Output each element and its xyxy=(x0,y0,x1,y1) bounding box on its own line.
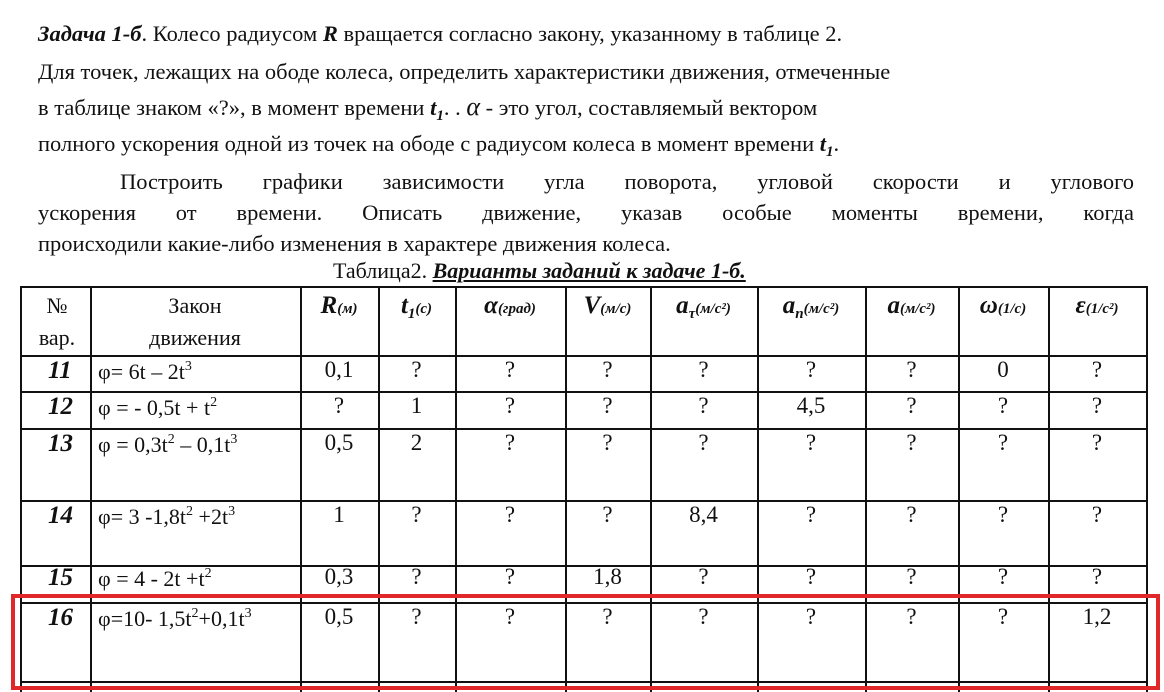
header-col-9 xyxy=(958,292,1048,320)
table-cell: ? xyxy=(997,566,1009,589)
table-cell: ? xyxy=(805,357,817,382)
table-cell: ? xyxy=(997,604,1009,629)
table-cell: ? xyxy=(333,393,345,418)
table-cell: ? xyxy=(906,393,917,418)
caption-title: Варианты заданий к задаче 1-б. xyxy=(432,258,746,283)
header-subscript: 1 xyxy=(407,306,416,322)
table-cell: ? xyxy=(504,357,516,382)
header-subscript: n xyxy=(795,306,804,322)
task-title-dot: . xyxy=(141,21,148,46)
table-cell: ? xyxy=(997,502,1009,527)
table-cell: ? xyxy=(1091,566,1103,589)
motion-law xyxy=(98,393,294,423)
formula-text: φ = 4 - 2t +t xyxy=(98,566,205,591)
task-title: Задача 1-б xyxy=(38,21,142,46)
table-cell: ? xyxy=(504,393,516,418)
table-cell: 0,5 xyxy=(324,604,354,629)
task-text-4b: . xyxy=(833,131,840,156)
formula-exponent: 3 xyxy=(230,432,238,447)
header-unit: (1/с) xyxy=(997,301,1027,317)
table-cell: ? xyxy=(906,357,917,382)
table-cell: ? xyxy=(602,393,613,418)
header-unit: (м/с²) xyxy=(695,301,731,317)
table-cell: 0,5 xyxy=(324,430,354,455)
task-text-4a: полного ускорения одной из точек на ободе с радиусом колеса в момент времени xyxy=(38,131,820,156)
table-cell: ? xyxy=(411,566,422,589)
formula-text: +0,1t xyxy=(198,606,245,631)
table-column-border xyxy=(1048,286,1050,692)
table-cell: ? xyxy=(602,357,613,382)
table-column-border xyxy=(20,286,22,692)
motion-law xyxy=(98,430,294,460)
table-column-border xyxy=(300,286,302,692)
table-column-border xyxy=(455,286,457,692)
header-symbol: a xyxy=(676,292,689,319)
formula-exponent: 3 xyxy=(244,606,252,621)
task-para2-line1: Построить графики зависимости угла поворота, угловой скорости и углового xyxy=(120,169,1134,194)
table-cell: ? xyxy=(504,604,516,629)
table-cell: 4,5 xyxy=(796,393,826,418)
header-symbol: a xyxy=(782,292,796,319)
table-cell: ? xyxy=(698,357,709,382)
table-column-border xyxy=(757,286,759,692)
header-col-10 xyxy=(1048,292,1146,320)
variant-number: 13 xyxy=(48,430,73,457)
variant-number: 14 xyxy=(48,502,73,529)
task-line-4 xyxy=(38,130,839,158)
table-cell: 0 xyxy=(997,357,1009,382)
formula-exponent: 2 xyxy=(204,566,212,581)
formula-text: φ = - 0,5t + t xyxy=(98,395,211,420)
task-para2-line2: ускорения от времени. Описать движение, указав особые моменты времени, когда xyxy=(38,200,1134,225)
header-col-6 xyxy=(650,292,757,320)
motion-law xyxy=(98,604,294,634)
task-text-3b: . . xyxy=(443,95,467,120)
header-number-line1: № xyxy=(46,293,68,318)
table-cell: ? xyxy=(411,502,422,527)
table-cell: ? xyxy=(805,566,817,589)
task-para2-line3: происходили какие-либо изменения в характере движения колеса. xyxy=(38,231,671,256)
header-symbol: R xyxy=(320,292,338,319)
task-text-3c: - это угол, составляемый вектором xyxy=(480,95,818,120)
motion-law xyxy=(98,566,294,594)
header-col-5 xyxy=(565,292,650,320)
table-cell: 8,4 xyxy=(689,502,718,527)
header-law-line1: Закон xyxy=(168,293,222,318)
table-cell: 1,2 xyxy=(1082,604,1112,629)
table-row-border xyxy=(20,681,1146,683)
formula-text: φ= 6t – 2t xyxy=(98,359,185,384)
time-subscript: 1 xyxy=(436,108,444,124)
table-cell: ? xyxy=(805,604,817,629)
header-col-2 xyxy=(300,292,378,320)
formula-text: φ = 0,3t xyxy=(98,432,168,457)
radius-symbol: R xyxy=(322,21,338,46)
task-line-2: Для точек, лежащих на ободе колеса, определить характеристики движения, отмеченные xyxy=(38,59,891,84)
time-symbol: t xyxy=(819,131,826,156)
table-cell: ? xyxy=(1091,393,1103,418)
time-subscript: 1 xyxy=(826,144,834,160)
table-cell: ? xyxy=(698,393,709,418)
table-cell: 0,1 xyxy=(324,357,354,382)
header-col-4 xyxy=(455,292,565,320)
variant-number: 16 xyxy=(48,604,73,631)
table-column-border xyxy=(958,286,960,692)
formula-text: φ=10- 1,5t xyxy=(98,606,192,631)
variant-number: 15 xyxy=(48,566,73,591)
header-symbol: V xyxy=(583,292,601,319)
table-cell: ? xyxy=(1091,502,1103,527)
header-symbol: α xyxy=(484,292,498,319)
variant-number: 11 xyxy=(48,357,72,384)
header-col-7 xyxy=(757,292,865,320)
table-cell: ? xyxy=(997,430,1009,455)
table-row-15-partial xyxy=(20,566,1146,596)
formula-exponent: 2 xyxy=(167,432,175,447)
table-cell: ? xyxy=(602,604,613,629)
task-text-1b: вращается согласно закону, указанному в таблице 2. xyxy=(337,21,843,46)
header-unit: (м/с²) xyxy=(899,301,936,317)
table-cell: ? xyxy=(805,430,817,455)
header-number xyxy=(26,290,88,354)
header-law xyxy=(92,290,298,354)
variant-number: 12 xyxy=(48,393,73,420)
caption-prefix: Таблица2. xyxy=(333,258,433,283)
header-unit: (1/с²) xyxy=(1085,301,1119,317)
table-cell: ? xyxy=(698,604,709,629)
header-symbol: ε xyxy=(1075,292,1086,319)
table-cell: ? xyxy=(504,502,516,527)
header-unit: (град) xyxy=(497,301,536,317)
table-cell: ? xyxy=(698,566,709,589)
task-line-1 xyxy=(38,20,842,48)
formula-text: φ= 3 -1,8t xyxy=(98,504,187,529)
formula-exponent: 2 xyxy=(191,606,199,621)
table-cell: ? xyxy=(997,393,1009,418)
formula-exponent: 3 xyxy=(184,359,192,374)
alpha-symbol: α xyxy=(466,92,481,121)
motion-law xyxy=(98,357,294,387)
formula-exponent: 3 xyxy=(228,504,236,519)
table-cell: ? xyxy=(411,357,422,382)
table-cell: ? xyxy=(411,604,422,629)
table-column-border xyxy=(865,286,867,692)
header-law-line2: движения xyxy=(149,325,241,350)
table-column-border xyxy=(1146,286,1148,692)
header-unit: (м) xyxy=(337,301,358,317)
table-cell: ? xyxy=(906,566,917,589)
table-cell: ? xyxy=(1091,357,1103,382)
motion-law xyxy=(98,502,294,532)
table-cell: ? xyxy=(504,566,516,589)
table-cell: 1,8 xyxy=(593,566,622,589)
table-column-border xyxy=(378,286,380,692)
header-symbol: a xyxy=(887,292,900,319)
table-column-border xyxy=(650,286,652,692)
formula-text: +2t xyxy=(193,504,229,529)
formula-exponent: 2 xyxy=(186,504,194,519)
header-number-line2: вар. xyxy=(38,325,76,350)
table-cell: ? xyxy=(906,430,917,455)
time-symbol: t xyxy=(430,95,437,120)
table-row-border xyxy=(20,286,1146,288)
header-unit: (м/с²) xyxy=(803,301,840,317)
table-cell: ? xyxy=(906,604,917,629)
table-cell: 1 xyxy=(410,393,423,418)
header-unit: (м/с) xyxy=(600,301,632,317)
table-cell: ? xyxy=(906,502,917,527)
header-col-3 xyxy=(378,292,455,320)
table-caption xyxy=(333,258,746,284)
task-text-3a: в таблице знаком «?», в момент времени xyxy=(38,95,431,120)
header-unit: (с) xyxy=(415,301,433,317)
task-text-1a: Колесо радиусом xyxy=(147,21,323,46)
header-col-8 xyxy=(865,292,958,320)
table-cell: ? xyxy=(1091,430,1103,455)
table-cell: ? xyxy=(602,430,613,455)
table-cell: 0,3 xyxy=(324,566,354,589)
task-line-3 xyxy=(38,93,817,122)
table-cell: ? xyxy=(805,502,817,527)
table-cell: ? xyxy=(698,430,709,455)
header-symbol: ω xyxy=(979,292,998,319)
header-symbol: t xyxy=(400,292,408,319)
table-cell: ? xyxy=(602,502,613,527)
table-cell: 1 xyxy=(333,502,345,527)
table-column-border xyxy=(565,286,567,692)
header-subscript: τ xyxy=(688,306,696,322)
formula-exponent: 2 xyxy=(210,395,218,410)
table-cell: 2 xyxy=(410,430,423,455)
table-cell: ? xyxy=(504,430,516,455)
formula-text: – 0,1t xyxy=(174,432,231,457)
